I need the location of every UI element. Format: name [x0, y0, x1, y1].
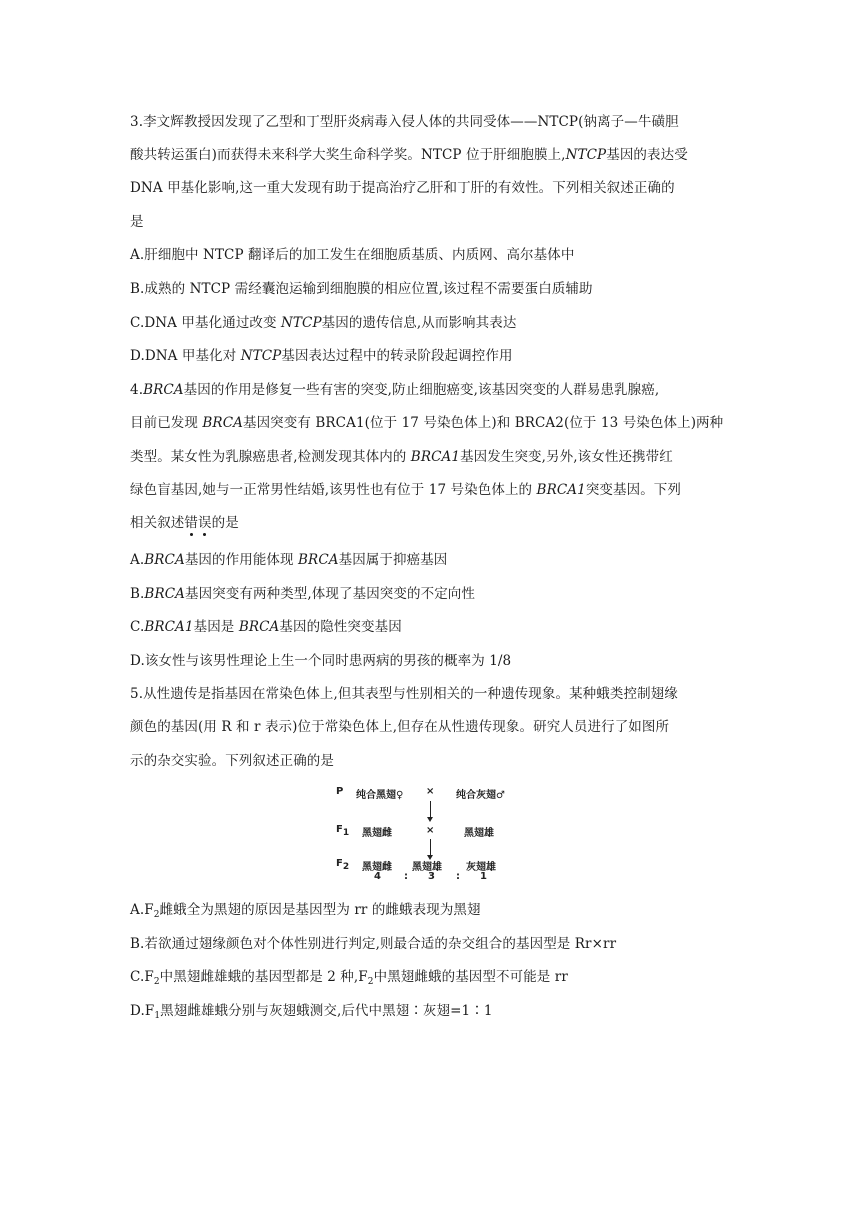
q4-stem-line-5: 相关叙述错误的是: [130, 515, 239, 531]
q3-stem-line-2: 酸共转运蛋白)而获得未来科学大奖生命科学奖。NTCP 位于肝细胞膜上,NTCP基因的表达受: [130, 147, 688, 163]
parent-male: 纯合灰翅♂: [456, 790, 505, 801]
q4-stem-line-1: 4.BRCA基因的作用是修复一些有害的突变,防止细胞癌变,该基因突变的人群易患乳腺癌,: [130, 382, 660, 398]
ratio-value: 4: [374, 871, 381, 882]
q3-stem-line-1: 3.李文辉教授因发现了乙型和丁型肝炎病毒入侵人体的共同受体——NTCP(钠离子—牛磺胆: [130, 114, 679, 130]
q4-option-b: B.BRCA基因突变有两种类型,体现了基因突变的不定向性: [130, 586, 475, 602]
gene-name: NTCP: [565, 147, 607, 163]
q3-stem-line-4: 是: [130, 214, 144, 230]
q4-option-c: C.BRCA1基因是 BRCA基因的隐性突变基因: [130, 619, 402, 635]
emphasis-char: 错: [184, 515, 199, 531]
generation-label-f2: $F_2$: [336, 858, 350, 872]
gene-name: BRCA1: [536, 482, 586, 498]
gene-name: BRCA: [144, 586, 185, 602]
q5-option-b: B.若欲通过翅缘颜色对个体性别进行判定,则最合适的杂交组合的基因型是 Rr×rr: [130, 936, 617, 952]
gene-name: BRCA: [144, 552, 185, 568]
gene-name: BRCA1: [144, 619, 194, 635]
gene-name: BRCA: [298, 552, 339, 568]
f2-black-female: 黑翅雌: [362, 862, 392, 873]
q5-option-a: $A.F_2$雌蛾全为黑翅的原因是基因型为 rr 的雌蛾表现为黑翅: [130, 902, 481, 920]
generation-label-f1: $F_1$: [336, 824, 350, 838]
down-arrow-icon: [430, 839, 431, 856]
gene-name: BRCA: [143, 382, 184, 398]
q5-option-d: $D.F_1$黑翅雌雄蛾分别与灰翅蛾测交,后代中黑翅∶灰翅=1∶1: [130, 1003, 493, 1021]
gene-name: BRCA: [238, 619, 280, 635]
ratio-colon: :: [456, 871, 460, 882]
cross-diagram: [330, 786, 520, 884]
q5-stem-line-1: 5.从性遗传是指基因在常染色体上,但其表型与性别相关的一种遗传现象。某种蛾类控制翅缘: [130, 686, 678, 702]
generation-label-p: P: [336, 786, 344, 797]
q5-stem-line-2: 颜色的基因(用 R 和 r 表示)位于常染色体上,但存在从性遗传现象。研究人员进行了如图所: [130, 719, 670, 735]
gene-name: NTCP: [240, 348, 282, 364]
q4-stem-line-4: 绿色盲基因,她与一正常男性结婚,该男性也有位于 17 号染色体上的 BRCA1突变基因。下列: [130, 482, 682, 498]
q4-option-d: D.该女性与该男性理论上生一个同时患两病的男孩的概率为 1/8: [130, 653, 512, 669]
q4-stem-line-2: 目前已发现 BRCA基因突变有 BRCA1(位于 17 号染色体上)和 BRCA2(位于 13 号染色体上)两种: [130, 415, 724, 431]
q3-option-a: A.肝细胞中 NTCP 翻译后的加工发生在细胞质基质、内质网、高尔基体中: [130, 247, 575, 263]
ratio-colon: :: [404, 871, 408, 882]
q4-option-a: A.BRCA基因的作用能体现 BRCA基因属于抑癌基因: [130, 552, 448, 568]
f1-male: 黑翅雄: [464, 828, 494, 839]
q5-option-c: $C.F_2$中黑翅雌雄蛾的基因型都是 2 种$,F_2$中黑翅雌蛾的基因型不可能是 rr: [130, 969, 568, 987]
ratio-value: 3: [428, 871, 435, 882]
f2-black-male: 黑翅雄: [412, 862, 442, 873]
q3-option-b: B.成熟的 NTCP 需经囊泡运输到细胞膜的相应位置,该过程不需要蛋白质辅助: [130, 281, 593, 297]
cross-symbol: ×: [426, 786, 435, 797]
cross-symbol: ×: [426, 825, 435, 836]
emphasis-char: 误: [198, 515, 212, 531]
parent-female: 纯合黑翅♀: [356, 790, 404, 801]
q4-stem-line-3: 类型。某女性为乳腺癌患者,检测发现其体内的 BRCA1基因发生突变,另外,该女性还携带红: [130, 449, 673, 465]
f1-female: 黑翅雌: [362, 828, 392, 839]
q5-stem-line-3: 示的杂交实验。下列叙述正确的是: [130, 753, 334, 769]
gene-name: BRCA: [202, 415, 243, 431]
q3-option-d: D.DNA 甲基化对 NTCP基因表达过程中的转录阶段起调控作用: [130, 348, 513, 364]
q3-stem-line-3: DNA 甲基化影响,这一重大发现有助于提高治疗乙肝和丁肝的有效性。下列相关叙述正确的: [130, 180, 675, 196]
gene-name: NTCP: [281, 315, 322, 331]
f2-grey-male: 灰翅雄: [466, 862, 496, 873]
gene-name: BRCA1: [410, 449, 461, 465]
down-arrow-icon: [430, 801, 431, 818]
ratio-value: 1: [480, 871, 487, 882]
q3-option-c: C.DNA 甲基化通过改变 NTCP基因的遗传信息,从而影响其表达: [130, 315, 517, 331]
